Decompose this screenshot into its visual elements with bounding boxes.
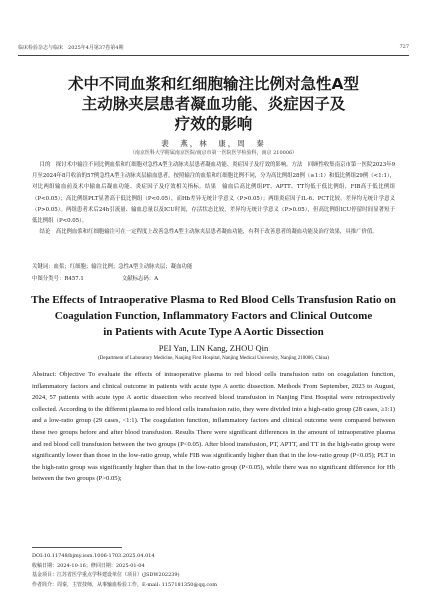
footnote-divider — [32, 547, 122, 548]
chinese-abstract-paragraph: 目的 探讨术中输注不同比例血浆和红细胞对急性A型主动脉夹层患者凝血功能、炎症因子及疗效的影响。方法 回顾性收集南京市第一医院2023年9月至2024年8月收治的57例急性A型主动脉夹层输血患者，按照输注的血浆和红细胞比例不同，分为高比例组28例（≥1:1）和低比例组29例（<1:1），对比两组输血前及术中输血后凝血功能、炎症因子及疗效相关指标。结果 输血后高比例组PT、APTT、TT均低于低比例组，FIB高于低比例组（P<0.05）；高比例组PLT显著高于低比例组（P<0.05），而Hb差异无统计学意义（P>0.05）；两组炎症因子IL-6、PCT比较，差异均无统计学意义（P>0.05）。两组患者术后24h引流量、输血总量以及ICU时间，存活状态比较，差异均无统计学意义（P>0.05），但高比例组ICU停留时间显著短于低比例组（P<0.05）。 — [32, 162, 395, 225]
chinese-title-line: 术中不同血浆和红细胞输注比例对急性A型 — [68, 75, 359, 93]
fund-project: 基金项目：江苏省医学重点学科建设单位（项目）(JSDW202239) — [32, 572, 180, 579]
author-intro: 作者简介：周秦，主管技师，从事输血检验工作，E-mail: 1157181350@qq.com — [32, 581, 217, 588]
chinese-title — [18, 74, 409, 134]
chinese-abstract-paragraph: 结论 高比例血浆和红细胞输注可在一定程度上改善急性A型主动脉夹层患者凝血功能，有利于改善患者的凝血功能及治疗效果，具推广价值。 — [39, 229, 378, 236]
doi: DOI:10.11748/bjmy.issn.1006-1703.2025.04.014 — [32, 553, 155, 559]
chinese-keywords: 关键词：血浆；红细胞；输注比例；急性A型主动脉夹层；凝血功能 — [32, 264, 193, 270]
english-affiliation: (Department of Laboratory Medicine, Nanjing First Hospital, Nanjing Medical University, Nanjing 210006, China) — [98, 356, 329, 361]
journal-issue: 临床检验杂志与临床 2025年4月第37卷第4期 — [18, 45, 124, 51]
received-date: 收稿日期：2024-10-16；修回日期：2025-01-04 — [32, 562, 145, 569]
running-header — [18, 44, 409, 51]
footnotes — [32, 552, 395, 590]
english-title — [18, 292, 409, 340]
chinese-title-line: 主动脉夹层患者凝血功能、炎症因子及 — [81, 95, 346, 113]
english-abstract — [32, 369, 395, 485]
page-number: 727 — [399, 44, 409, 50]
english-title-line: The Effects of Intraoperative Plasma to Red Blood Cells Transfusion Ratio on — [31, 294, 396, 306]
document-code: 文献标志码：A — [121, 276, 159, 282]
chinese-authors: 裴 燕，林 康，周 秦 — [161, 139, 266, 148]
classification-codes — [32, 274, 395, 282]
chinese-title-line: 疗效的影响 — [174, 115, 253, 133]
english-abstract-paragraph: Abstract: Objective To evaluate the effects of intraoperative plasma to red blood cells transfusion ratio on coagulation function, inflammatory factors and clinical outcome in patients with acute type A aortic dissection. Methods From September, 2023 to August, 2024, 57 patients with acute type A aortic dissection who received blood transfusion in Nanjing First Hospital were retrospectively collected. According to the different plasma to red blood cells transfusion ratio, they were divided into a high-ratio group (28 cases, ≥1:1) and a low-ratio group (29 cases, <1:1). The coagulation function, inflammatory factors and clinical outcome were compared between these two groups before and after blood transfusion. Results There were significant differences in the amount of intraoperative plasma and red blood cell transfusion between the two groups (P<0.05). After blood transfusion, PT, APTT, and TT in the high-ratio group were significantly lower than those in the low-ratio group, while FIB was significantly higher than that in the low-ratio group (P<0.05); PLT in the high-ratio group was significantly higher than that in the low-ratio group (P<0.05), while there was no significant difference for Hb between the two groups (P>0.05); — [32, 371, 395, 483]
english-authors: PEI Yan, LIN Kang, ZHOU Qin — [158, 343, 269, 353]
english-title-line: in Patients with Acute Type A Aortic Dissection — [103, 326, 324, 338]
chinese-abstract — [32, 160, 395, 238]
english-title-line: Coagulation Function, Inflammatory Factors and Clinical Outcome — [54, 310, 373, 322]
clc-number: 中图分类号：R457.1 — [32, 276, 84, 282]
chinese-affiliation: （南京医科大学附属南京医院/南京市第一医院医学检验科，南京 210006） — [129, 150, 298, 156]
header-divider — [18, 55, 409, 56]
